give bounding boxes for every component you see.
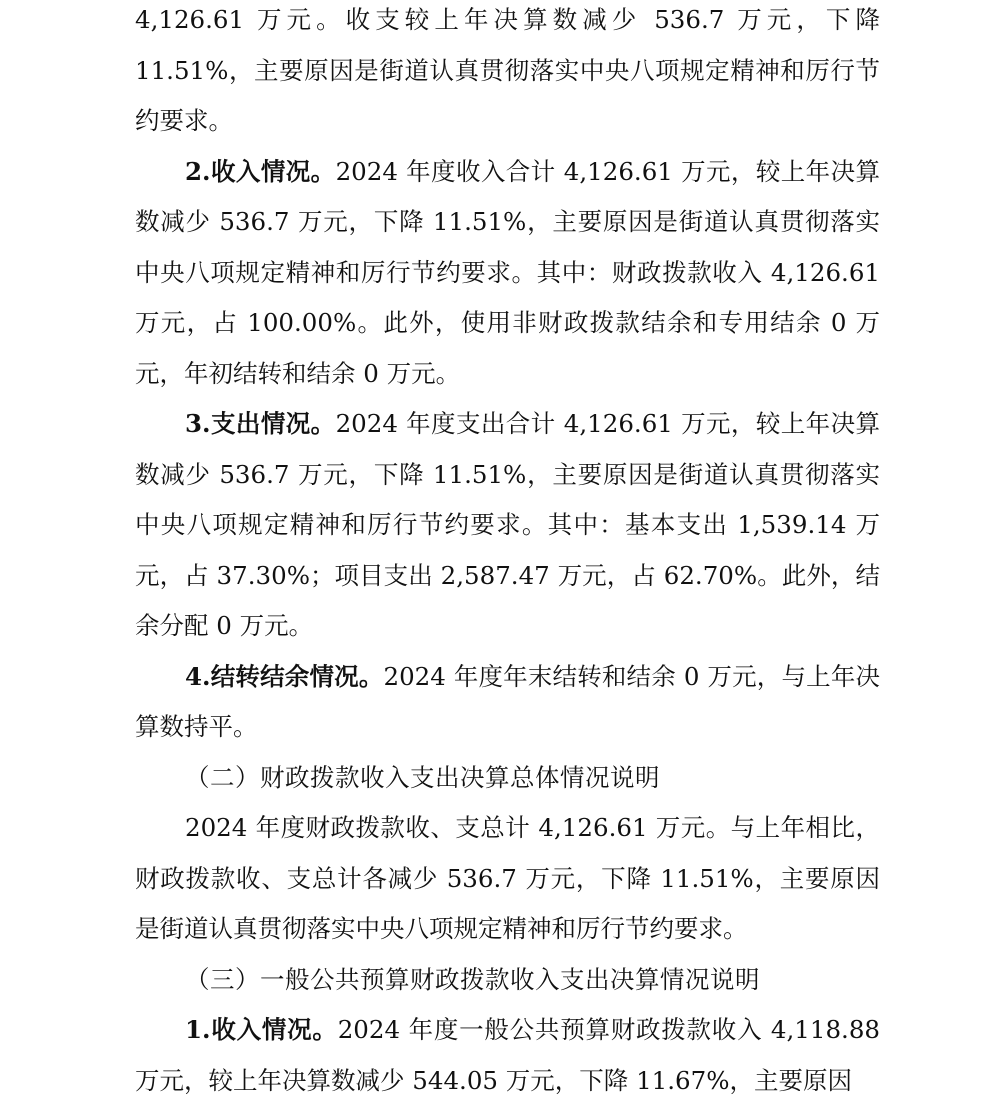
paragraph-expenditure [135, 399, 880, 652]
income-lead: 2.收入情况。 [185, 156, 336, 186]
income-text: 2024 年度收入合计 4,126.61 万元，较上年决算数减少 536.7 万元，下降 11.51%，主要原因是街道认真贯彻落实中央八项规定精神和厉行节约要求。其中：财政拨款收入 4,126.61 万元，占 100.00%。此外，使用非财政拨款结余和专用结余 0 万元，年初结转和结余 0 万元。 [135, 156, 880, 388]
section-heading-fiscal-overall: （二）财政拨款收入支出决算总体情况说明 [185, 762, 660, 792]
paragraph-carryover [135, 652, 880, 753]
paragraph-summary-continued: 4,126.61 万元。收支较上年决算数减少 536.7 万元，下降 11.51%，主要原因是街道认真贯彻落实中央八项规定精神和厉行节约要求。 [135, 5, 880, 135]
paragraph-income [135, 147, 880, 400]
carryover-lead: 4.结转结余情况。 [185, 661, 384, 691]
carryover-text: 2024 年度年末结转和结余 0 万元，与上年决算数持平。 [135, 661, 880, 741]
section-heading-general-budget: （三）一般公共预算财政拨款收入支出决算情况说明 [185, 964, 760, 994]
general-budget-income-text: 2024 年度一般公共预算财政拨款收入 4,118.88 万元，较上年决算数减少 544.05 万元，下降 11.67%，主要原因 [135, 1015, 880, 1095]
document-page [135, 0, 880, 1106]
expenditure-lead: 3.支出情况。 [185, 409, 336, 438]
paragraph-general-budget-income [135, 1005, 880, 1106]
general-budget-income-lead: 1.收入情况。 [185, 1015, 338, 1044]
paragraph-fiscal-overall: 2024 年度财政拨款收、支总计 4,126.61 万元。与上年相比，财政拨款收、支总计各减少 536.7 万元，下降 11.51%，主要原因是街道认真贯彻落实中央八项规定精神和厉行节约要求。 [135, 813, 880, 943]
expenditure-text: 2024 年度支出合计 4,126.61 万元，较上年决算数减少 536.7 万元，下降 11.51%，主要原因是街道认真贯彻落实中央八项规定精神和厉行节约要求。其中：基本支出 1,539.14 万元，占 37.30%；项目支出 2,587.47 万元，占 62.70%。此外，结余分配 0 万元。 [135, 409, 880, 640]
